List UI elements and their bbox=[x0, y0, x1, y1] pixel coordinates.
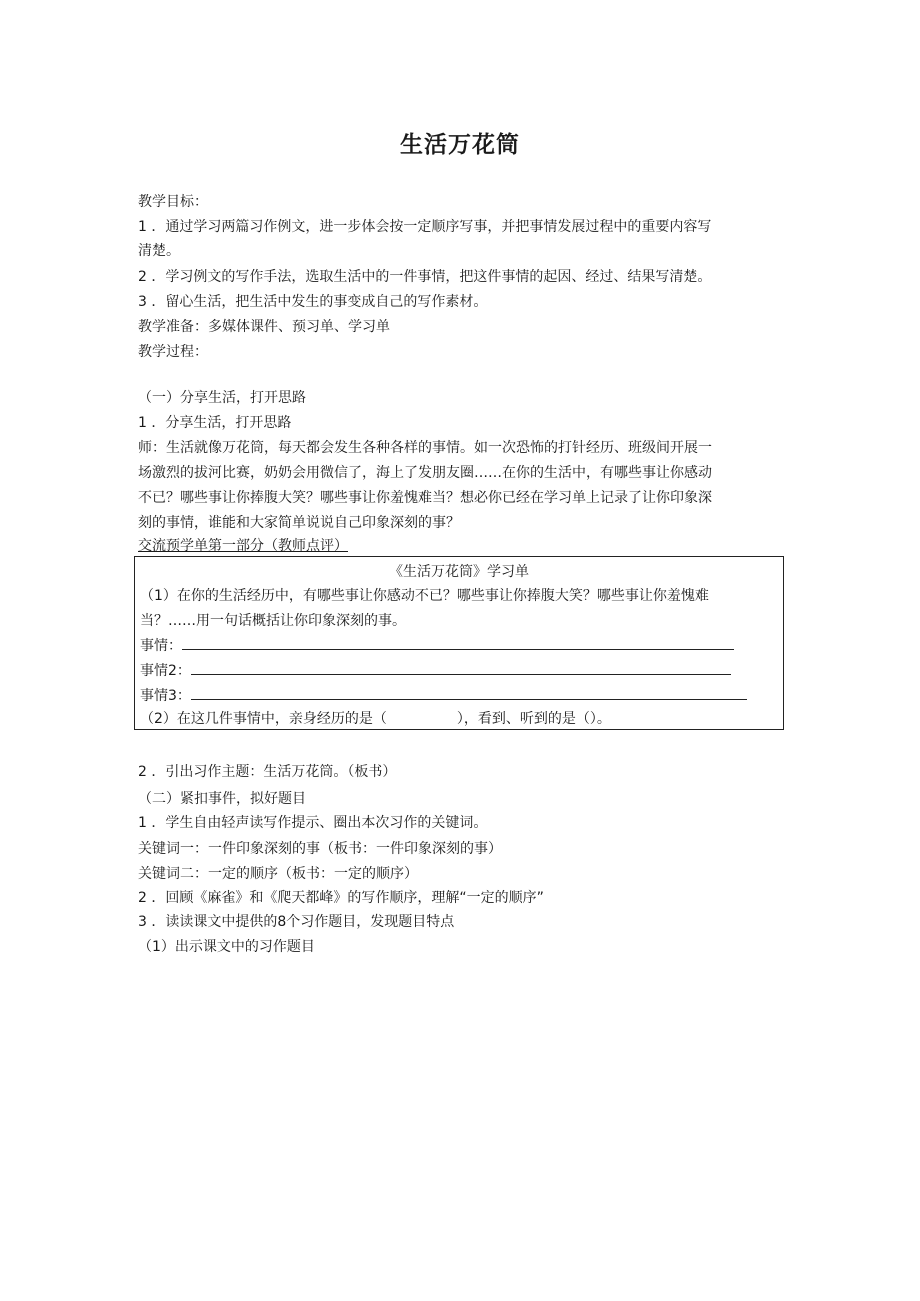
section-2-step-2: 2 ．回顾《麻雀》和《爬天都峰》的写作顺序，理解“一定的顺序” bbox=[138, 890, 544, 906]
goal-1-line-1: 1 ．通过学习两篇习作例文，进一步体会按一定顺序写事，并把事情发展过程中的重要内容写 bbox=[138, 219, 712, 235]
worksheet-box bbox=[134, 556, 784, 730]
teacher-paragraph-line-2: 场激烈的拔河比赛，奶奶会用微信了，海上了发朋友圈……在你的生活中，有哪些事让你感动 bbox=[138, 465, 712, 481]
item-1-label: 事情： bbox=[140, 638, 182, 654]
worksheet-item-3 bbox=[140, 687, 747, 705]
process-heading: 教学过程： bbox=[138, 344, 208, 360]
teacher-paragraph-line-4: 刻的事情，谁能和大家简单说说自己印象深刻的事？ bbox=[138, 515, 460, 531]
item-1-blank bbox=[182, 637, 734, 650]
goal-heading: 教学目标： bbox=[138, 194, 208, 210]
worksheet-item-2 bbox=[140, 662, 731, 680]
teacher-paragraph-line-1: 师：生活就像万花筒，每天都会发生各种各样的事情。如一次恐怖的打针经历、班级间开展一 bbox=[138, 440, 712, 456]
item-3-blank bbox=[191, 687, 747, 700]
item-2-label: 事情2： bbox=[140, 663, 191, 679]
teacher-paragraph-line-3: 不已？哪些事让你捧腹大笑？哪些事让你羞愧难当？想必你已经在学习单上记录了让你印象深 bbox=[138, 490, 712, 506]
worksheet-item-1 bbox=[140, 637, 734, 655]
page-title: 生活万花筒 bbox=[400, 132, 520, 158]
section-2-heading: （二）紧扣事件，拟好题目 bbox=[138, 791, 306, 807]
preparation: 教学准备：多媒体课件、预习单、学习单 bbox=[138, 319, 390, 335]
item-3-label: 事情3： bbox=[140, 688, 191, 704]
worksheet-question-1-line-1: （1）在你的生活经历中，有哪些事让你感动不已？哪些事让你捧腹大笑？哪些事让你羞愧难 bbox=[140, 588, 709, 604]
section-1-step-1: 1 ．分享生活，打开思路 bbox=[138, 415, 292, 431]
section-2-step-3: 3 ．读读课文中提供的8个习作题目，发现题目特点 bbox=[138, 914, 455, 930]
item-2-blank bbox=[191, 662, 731, 675]
section-2-step-1: 1 ．学生自由轻声读写作提示、圈出本次习作的关键词。 bbox=[138, 815, 488, 831]
worksheet-question-2: （2）在这几件事情中，亲身经历的是（ ），看到、听到的是（）。 bbox=[140, 711, 611, 727]
goal-1-line-2: 清楚。 bbox=[138, 243, 180, 259]
worksheet-title: 《生活万花筒》学习单 bbox=[389, 564, 529, 580]
worksheet-question-1-line-2: 当？……用一句话概括让你印象深刻的事。 bbox=[140, 613, 406, 629]
section-1-heading: （一）分享生活，打开思路 bbox=[138, 390, 306, 406]
goal-3: 3 ．留心生活，把生活中发生的事变成自己的写作素材。 bbox=[138, 294, 488, 310]
section-2-step-3-sub-1: （1）出示课文中的习作题目 bbox=[138, 939, 315, 955]
exchange-note: 交流预学单第一部分（教师点评） bbox=[138, 538, 348, 554]
keyword-2: 关键词二：一定的顺序（板书：一定的顺序） bbox=[138, 866, 418, 882]
step-2-theme: 2 ．引出习作主题：生活万花筒。（板书） bbox=[138, 764, 397, 780]
goal-2: 2 ．学习例文的写作手法，选取生活中的一件事情，把这件事情的起因、经过、结果写清楚。 bbox=[138, 269, 712, 285]
keyword-1: 关键词一：一件印象深刻的事（板书：一件印象深刻的事） bbox=[138, 841, 502, 857]
